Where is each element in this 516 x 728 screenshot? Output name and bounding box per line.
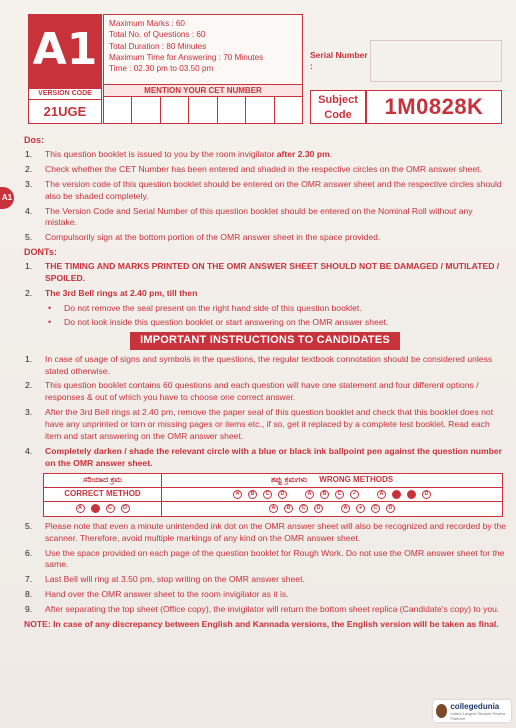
dos-item: 2. Check whether the CET Number has been entered and shaded in the respective circles on the OMR answer sheet. xyxy=(25,163,482,174)
graduate-icon xyxy=(436,704,447,718)
bubble-icon: B xyxy=(248,490,257,499)
donts-item: 1. THE TIMING AND MARKS PRINTED ON THE OMR ANSWER SHEET SHOULD NOT BE DAMAGED / MUTILATED / SPOILED. xyxy=(25,261,500,284)
wrong-methods-row1 xyxy=(162,487,502,501)
donts-bullet: • Do not remove the seal present on the right hand side of this question booklet. xyxy=(48,302,362,313)
bubble-icon: B xyxy=(320,490,329,499)
instruction-item: 9. After separating the top sheet (Office copy), the invigilator will return the bottom sheet replica (Candidate's copy) to you. xyxy=(25,604,500,615)
instruction-item: 4. Completely darken / shade the relevant circle with a blue or black ink ballpoint pen against the question number on the OMR answer sheet. xyxy=(25,445,503,468)
instruction-item: 8. Hand over the OMR answer sheet to the room invigilator as it is. xyxy=(25,589,289,600)
cet-number-label: MENTION YOUR CET NUMBER xyxy=(103,85,303,97)
cet-digit-box xyxy=(246,97,274,123)
discrepancy-note: NOTE: In case of any discrepancy between English and Kannada versions, the English version will be taken as final. xyxy=(24,619,499,630)
subject-code-label: Subject Code xyxy=(310,90,366,124)
cet-digit-box xyxy=(218,97,246,123)
cet-digit-box xyxy=(275,97,302,123)
dos-item: 5. Compulsorily sign at the bottom portion of the OMR answer sheet in the space provided. xyxy=(25,232,381,243)
version-code-label: VERSION CODE xyxy=(28,88,102,100)
bubble-icon: D xyxy=(386,504,395,513)
correct-method-kannada: ಸರಿಯಾದ ಕ್ರಮ xyxy=(44,473,162,487)
bubble-icon: A xyxy=(341,504,350,513)
bubble-icon: B xyxy=(284,504,293,513)
instruction-item: 1. In case of usage of signs and symbols in the questions, the regular textbook connotation should be considered unless stated otherwise. xyxy=(25,353,493,376)
exam-time: Time : 02.30 pm to 03.50 pm xyxy=(109,64,214,74)
instruction-item: 3. After the 3rd Bell rings at 2.40 pm, remove the paper seal of this question booklet and check that this booklet does not have any unprinted or torn or missing pages or items etc., if so, get it replaced by a complete test booklet. Read each item and start answering on the OMR answer sheet. xyxy=(25,407,494,442)
bubble-icon: C xyxy=(263,490,272,499)
cet-digit-box xyxy=(132,97,160,123)
serial-number-box xyxy=(370,40,502,82)
instruction-item: 6. Use the space provided on each page of the question booklet for Rough Work. Do not use the OMR answer sheet for the same. xyxy=(25,547,505,570)
bubble-crossed-icon: ✕ xyxy=(233,490,242,499)
version-code-value: 21UGE xyxy=(28,100,102,124)
donts-item: 2. The 3rd Bell rings at 2.40 pm, till then xyxy=(25,287,198,298)
cet-digit-box xyxy=(161,97,189,123)
bubble-filled-icon xyxy=(91,504,100,513)
dos-item: 1. This question booklet is issued to you by the room invigilator after 2.30 pm. xyxy=(25,148,333,159)
bubble-icon: A xyxy=(76,504,85,513)
subject-code-value: 1M0828K xyxy=(366,90,502,124)
bubble-icon: D xyxy=(422,490,431,499)
bubble-filled-icon xyxy=(392,490,401,499)
instructions-banner: IMPORTANT INSTRUCTIONS TO CANDIDATES xyxy=(130,332,400,350)
bubble-icon: A xyxy=(269,504,278,513)
bubble-icon: C xyxy=(371,504,380,513)
max-answering-time: Maximum Time for Answering : 70 Minutes xyxy=(109,52,264,62)
total-duration: Total Duration : 80 Minutes xyxy=(109,41,207,51)
correct-method-example xyxy=(44,502,162,516)
bubble-icon: D xyxy=(314,504,323,513)
bubble-icon: D xyxy=(121,504,130,513)
bubble-ticked-icon: ✓ xyxy=(350,490,359,499)
instruction-item: 7. Last Bell will ring at 3.50 pm, stop writing on the OMR answer sheet. xyxy=(25,574,305,585)
cet-number-boxes xyxy=(103,97,303,124)
wrong-methods-kannada: ತಪ್ಪು ಕ್ರಮಗಳು WRONG METHODS xyxy=(270,475,394,485)
instructions-body xyxy=(24,135,506,631)
dos-item: 3. The version code of this question booklet should be entered on the OMR answer sheet and the respective circles should also be shaded completely. xyxy=(25,178,502,201)
instruction-item: 2. This question booklet contains 60 questions and each question will have one statement and four different options / responses & out of which you have to choose one correct answer. xyxy=(25,380,479,403)
bubble-icon: A xyxy=(377,490,386,499)
instruction-item: 5. Please note that even a minute unintended ink dot on the OMR answer sheet will also be recognized and recorded by the scanner. Therefore, avoid multiple markings of any kind on the OMR answer sheet. xyxy=(25,520,507,543)
donts-bullet: • Do not look inside this question booklet or start answering on the OMR answer sheet. xyxy=(48,316,389,327)
cet-digit-box xyxy=(104,97,132,123)
dos-item: 4. The Version Code and Serial Number of this question booklet should be entered on the Nominal Roll without any mistake. xyxy=(25,205,473,228)
bubble-filled-icon xyxy=(407,490,416,499)
donts-heading: DONTs: xyxy=(24,247,57,258)
dos-heading: Dos: xyxy=(24,135,44,145)
bubble-icon: C xyxy=(335,490,344,499)
bubble-dot-icon: ● xyxy=(356,504,365,513)
bubble-icon: C xyxy=(106,504,115,513)
serial-number-label: Serial Number : xyxy=(310,50,368,71)
cet-digit-box xyxy=(189,97,217,123)
bubble-icon: C xyxy=(299,504,308,513)
wrong-methods-row2 xyxy=(162,502,502,516)
correct-method-label: CORRECT METHOD xyxy=(44,487,162,501)
total-questions: Total No. of Questions : 60 xyxy=(109,30,206,40)
watermark-name: collegedunia xyxy=(450,701,500,711)
omr-methods-table xyxy=(43,473,503,517)
version-badge: A1 xyxy=(28,14,102,89)
max-marks: Maximum Marks : 60 xyxy=(109,19,185,28)
watermark-tagline: India's Largest Student Review Platform xyxy=(450,710,506,721)
bubble-icon: A xyxy=(305,490,314,499)
exam-info-box xyxy=(103,14,303,85)
bubble-icon: D xyxy=(278,490,287,499)
side-version-tab: A1 xyxy=(0,187,14,209)
collegedunia-watermark xyxy=(433,700,511,722)
